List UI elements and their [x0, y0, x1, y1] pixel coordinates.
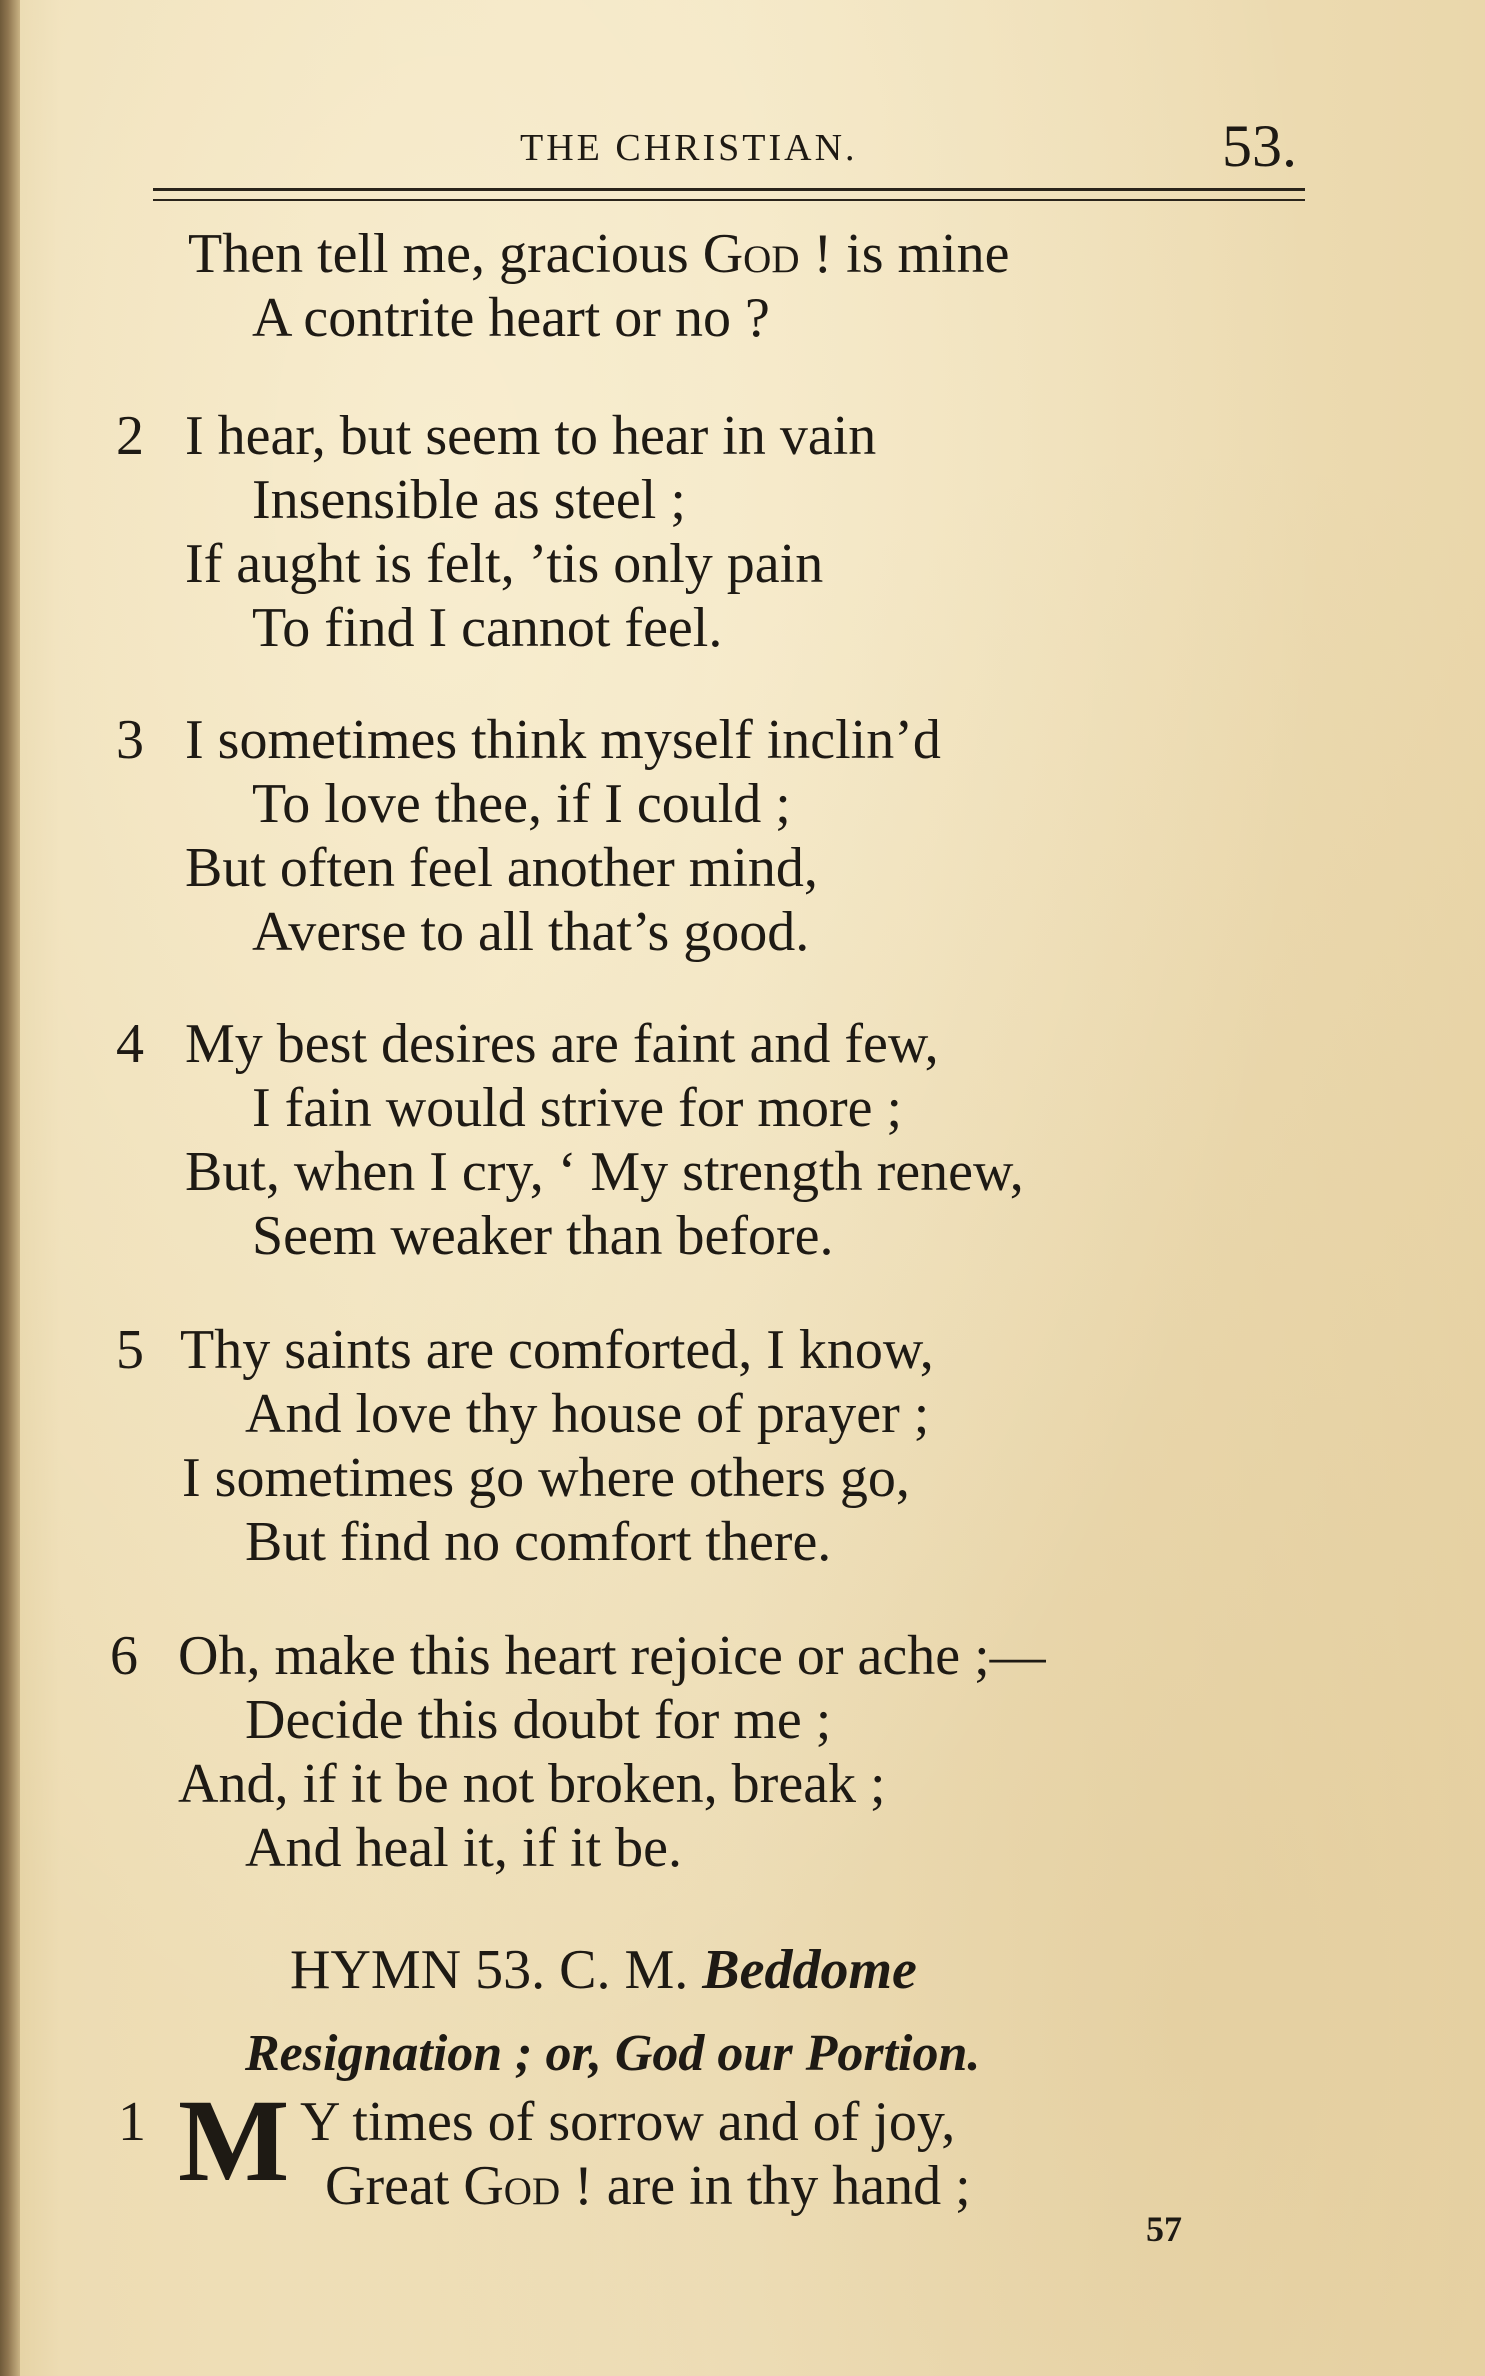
hymn-subtitle: Resignation ; or, God our Portion. — [245, 2025, 981, 2082]
verse-line: If aught is felt, ’tis only pain — [185, 533, 824, 595]
verse-line: Great God ! are in thy hand ; — [325, 2155, 971, 2217]
signature-mark: 57 — [1146, 2209, 1182, 2249]
stanza-number: 2 — [116, 405, 144, 467]
verse-line: To love thee, if I could ; — [252, 773, 791, 835]
verse-line: I hear, but seem to hear in vain — [185, 405, 877, 467]
verse-line: But, when I cry, ‘ My strength renew, — [185, 1141, 1024, 1203]
verse-line: Insensible as steel ; — [252, 469, 686, 531]
continuation-line-2: A contrite heart or no ? — [252, 287, 770, 349]
stanza-number: 4 — [116, 1013, 144, 1075]
verse-line: And heal it, if it be. — [245, 1817, 683, 1879]
verse-line: My best desires are faint and few, — [185, 1013, 939, 1075]
verse-line: I fain would strive for more ; — [252, 1077, 903, 1139]
verse-line: And love thy house of prayer ; — [245, 1383, 930, 1445]
verse-line: Seem weaker than before. — [252, 1205, 834, 1267]
stanza-number: 1 — [118, 2091, 146, 2153]
verse-line: Thy saints are comforted, I know, — [180, 1319, 934, 1381]
verse-line: Averse to all that’s good. — [252, 901, 810, 963]
stanza-number: 6 — [110, 1625, 138, 1687]
hymn-heading: HYMN 53. C. M. Beddome — [290, 1939, 917, 2001]
verse-line: And, if it be not broken, break ; — [178, 1753, 886, 1815]
book-spine-edge — [0, 0, 20, 2376]
running-title: THE CHRISTIAN. — [520, 127, 858, 169]
verse-line: Oh, make this heart rejoice or ache ;— — [178, 1625, 1046, 1687]
verse-line: I sometimes go where others go, — [182, 1447, 910, 1509]
verse-line: Decide this doubt for me ; — [245, 1689, 832, 1751]
verse-line: Y times of sorrow and of joy, — [300, 2091, 956, 2153]
stanza-number: 3 — [116, 709, 144, 771]
page-number: 53. — [1222, 113, 1297, 179]
header-rule-bottom — [153, 199, 1305, 201]
verse-line: I sometimes think myself inclin’d — [185, 709, 941, 771]
continuation-line-1: Then tell me, gracious God ! is mine — [188, 223, 1010, 285]
verse-line: But often feel another mind, — [185, 837, 818, 899]
verse-line: But find no comfort there. — [245, 1511, 832, 1573]
stanza-number: 5 — [116, 1319, 144, 1381]
header-rule-top — [153, 188, 1305, 191]
hymn-author: Beddome — [702, 1939, 917, 2001]
verse-line: To find I cannot feel. — [252, 597, 723, 659]
drop-cap: M — [178, 2075, 290, 2206]
